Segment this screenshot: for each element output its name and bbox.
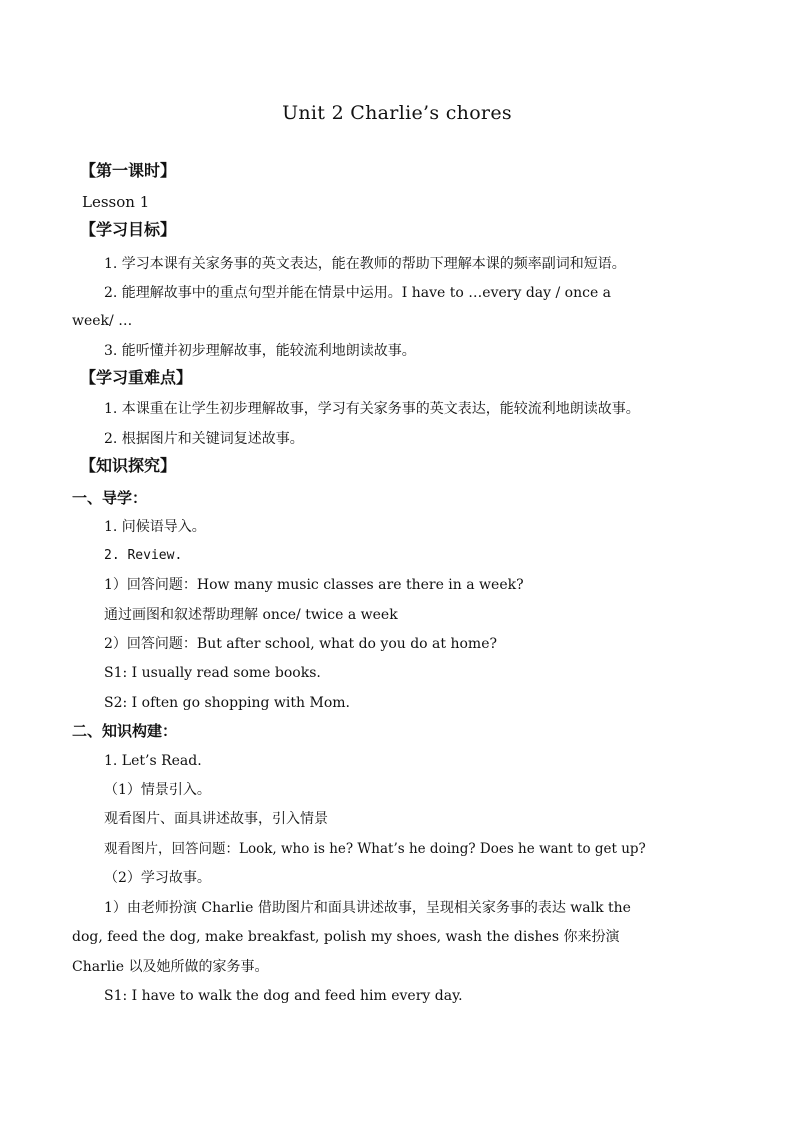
explain-once-twice: 通过画图和叙述帮助理解 once/ twice a week xyxy=(104,607,398,623)
step-scene-intro: （1）情景引入。 xyxy=(104,782,211,798)
goal-1: 1. 学习本课有关家务事的英文表达，能在教师的帮助下理解本课的频率副词和短语。 xyxy=(104,256,626,272)
document-title: Unit 2 Charlie’s chores xyxy=(282,102,512,124)
step-learn-story: （2）学习故事。 xyxy=(104,870,211,886)
key-point-2: 2. 根据图片和关键词复述故事。 xyxy=(104,431,304,447)
goal-2-cont: week/ … xyxy=(72,313,133,329)
heading-goals: 【学习目标】 xyxy=(80,220,177,239)
scene-questions: 观看图片，回答问题：Look, who is he? What’s he doing? Does he want to get up? xyxy=(104,841,646,857)
answer-walk-dog: S1: I have to walk the dog and feed him every day. xyxy=(104,988,463,1004)
step-review: 2. Review. xyxy=(104,548,183,563)
story-chores: dog, feed the dog, make breakfast, polish my shoes, wash the dishes 你来扮演 xyxy=(72,929,620,945)
answer-s1: S1: I usually read some books. xyxy=(104,665,321,681)
section-guide: 一、导学： xyxy=(72,489,148,507)
heading-lesson: 【第一课时】 xyxy=(80,161,177,180)
lesson-label: Lesson 1 xyxy=(82,193,150,211)
step-greeting: 1. 问候语导入。 xyxy=(104,519,206,535)
goal-2: 2. 能理解故事中的重点句型并能在情景中运用。I have to …every day / once a xyxy=(104,285,612,301)
answer-s2: S2: I often go shopping with Mom. xyxy=(104,695,350,711)
goal-3: 3. 能听懂并初步理解故事，能较流利地朗读故事。 xyxy=(104,343,416,359)
scene-desc: 观看图片、面具讲述故事，引入情景 xyxy=(104,811,328,827)
question-2: 2）回答问题：But after school, what do you do at home? xyxy=(104,636,497,652)
question-1: 1）回答问题：How many music classes are there in a week? xyxy=(104,577,524,593)
heading-key-points: 【学习重难点】 xyxy=(80,368,193,387)
story-teacher: 1）由老师扮演 Charlie 借助图片和面具讲述故事，呈现相关家务事的表达 walk the xyxy=(104,900,631,916)
key-point-1: 1. 本课重在让学生初步理解故事，学习有关家务事的英文表达，能较流利地朗读故事。 xyxy=(104,401,640,417)
section-build: 二、知识构建： xyxy=(72,722,178,740)
story-chores-cont: Charlie 以及她所做的家务事。 xyxy=(72,959,269,975)
step-lets-read: 1. Let’s Read. xyxy=(104,753,202,769)
heading-explore: 【知识探究】 xyxy=(80,456,177,475)
